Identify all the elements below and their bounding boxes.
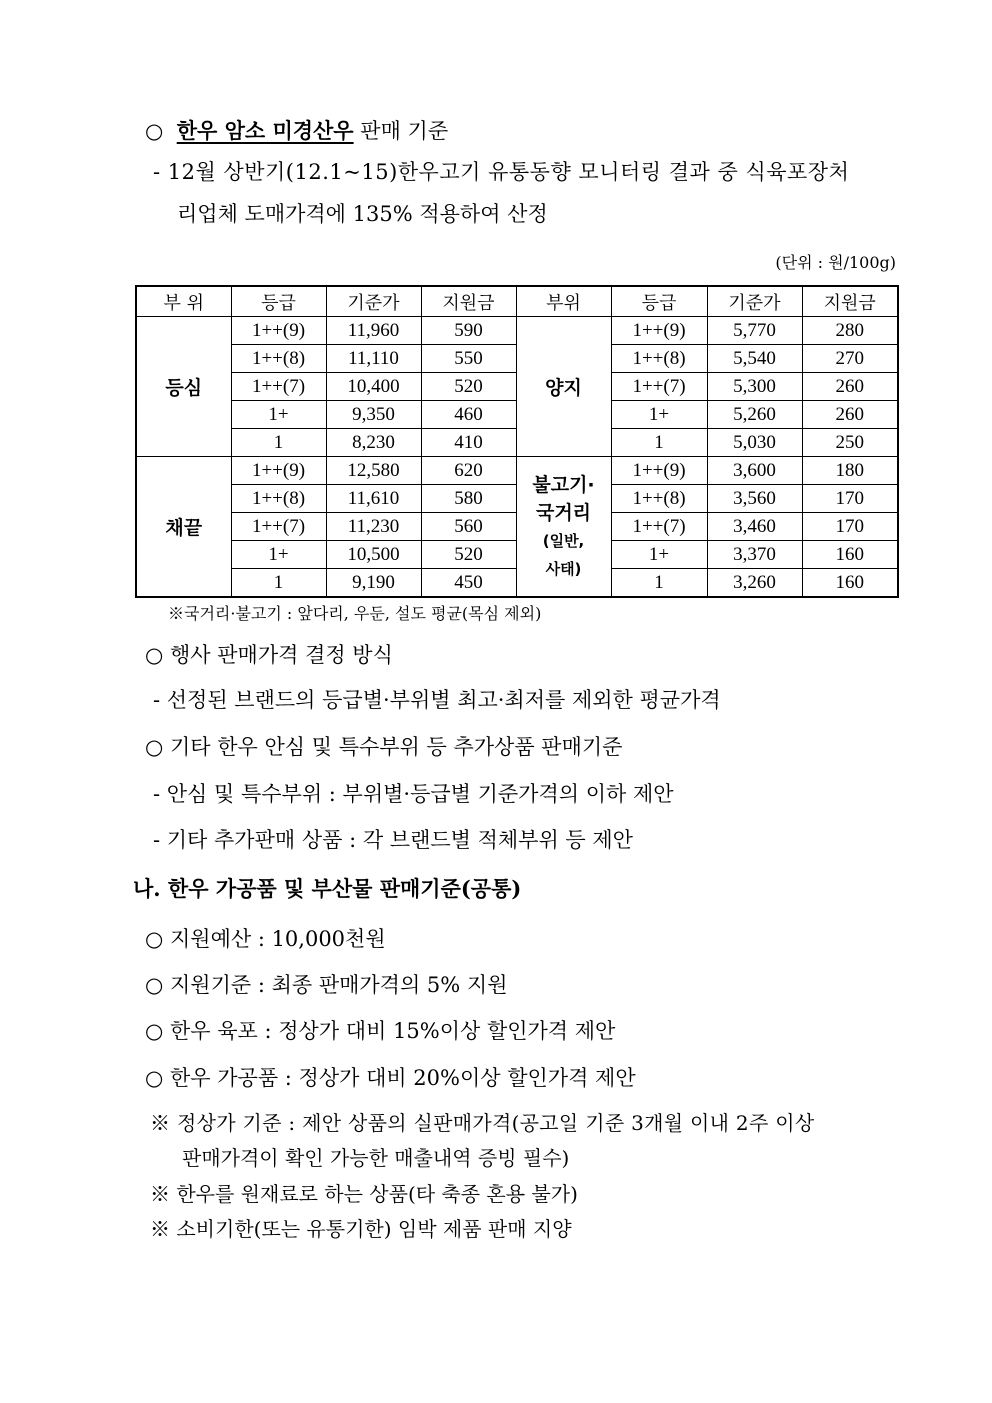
support-cell: 260 — [802, 373, 898, 401]
support-cell: 170 — [802, 485, 898, 513]
part-line: (일반, — [542, 531, 585, 550]
price-cell: 12,580 — [326, 457, 421, 485]
support-cell: 550 — [421, 345, 516, 373]
header-cell: 기준가 — [326, 286, 421, 317]
support-cell: 590 — [421, 317, 516, 345]
support-cell: 620 — [421, 457, 516, 485]
body-line-tenderloin: - 안심 및 특수부위 : 부위별·등급별 기준가격의 이하 제안 — [153, 782, 674, 806]
support-cell: 520 — [421, 541, 516, 569]
section2-note1-line2: 판매가격이 확인 가능한 매출내역 증빙 필수) — [182, 1146, 570, 1170]
support-cell: 250 — [802, 429, 898, 457]
support-cell: 180 — [802, 457, 898, 485]
section2-note3: ※ 소비기한(또는 유통기한) 임박 제품 판매 지양 — [150, 1217, 572, 1241]
price-cell: 3,560 — [707, 485, 802, 513]
grade-cell: 1++(8) — [231, 345, 326, 373]
header-cell: 등급 — [611, 286, 707, 317]
grade-cell: 1 — [611, 569, 707, 598]
grade-cell: 1++(7) — [231, 513, 326, 541]
section2-item-budget: ○ 지원예산 : 10,000천원 — [145, 927, 386, 951]
support-cell: 460 — [421, 401, 516, 429]
price-cell: 5,260 — [707, 401, 802, 429]
body-line-additional-products: ○ 기타 한우 안심 및 특수부위 등 추가상품 판매기준 — [145, 735, 623, 759]
grade-cell: 1+ — [231, 401, 326, 429]
support-cell: 580 — [421, 485, 516, 513]
support-cell: 160 — [802, 569, 898, 598]
part-cell: 등심 — [136, 317, 231, 457]
support-cell: 280 — [802, 317, 898, 345]
table-row — [136, 457, 898, 485]
part-line: 사태) — [545, 559, 582, 578]
grade-cell: 1++(8) — [231, 485, 326, 513]
price-cell: 11,110 — [326, 345, 421, 373]
price-cell: 8,230 — [326, 429, 421, 457]
section2-item-criteria: ○ 지원기준 : 최종 판매가격의 5% 지원 — [145, 973, 508, 997]
support-cell: 170 — [802, 513, 898, 541]
header-cell: 지원금 — [802, 286, 898, 317]
section2-note2: ※ 한우를 원재료로 하는 상품(타 축종 혼용 불가) — [150, 1182, 578, 1206]
section2-heading: 나. 한우 가공품 및 부산물 판매기준(공통) — [133, 876, 522, 901]
price-cell: 3,260 — [707, 569, 802, 598]
header-cell: 지원금 — [421, 286, 516, 317]
grade-cell: 1++(8) — [611, 485, 707, 513]
section2-item-jerky: ○ 한우 육포 : 정상가 대비 15%이상 할인가격 제안 — [145, 1019, 616, 1043]
header-cell: 기준가 — [707, 286, 802, 317]
heading-rest: 판매 기준 — [360, 119, 449, 143]
header-cell: 부 위 — [136, 286, 231, 317]
body-line-other-products: - 기타 추가판매 상품 : 각 브랜드별 적체부위 등 제안 — [153, 828, 633, 852]
section2-note1-line1: ※ 정상가 기준 : 제안 상품의 실판매가격(공고일 기준 3개월 이내 2주 이상 — [150, 1111, 815, 1135]
support-cell: 410 — [421, 429, 516, 457]
section1-heading — [145, 117, 448, 145]
price-cell: 9,190 — [326, 569, 421, 598]
grade-cell: 1+ — [611, 541, 707, 569]
header-cell: 부위 — [516, 286, 611, 317]
part-line: 불고기· — [532, 473, 595, 496]
body-line-sale-price-method: ○ 행사 판매가격 결정 방식 — [145, 643, 393, 667]
price-cell: 5,030 — [707, 429, 802, 457]
section1-dash-line2: 리업체 도매가격에 135% 적용하여 산정 — [177, 202, 548, 226]
heading-underlined: 한우 암소 미경산우 — [176, 118, 354, 143]
section1-dash-line1: - 12월 상반기(12.1~15)한우고기 유통동향 모니터링 결과 중 식육포장처 — [153, 160, 850, 184]
price-cell: 11,230 — [326, 513, 421, 541]
unit-label: (단위 : 원/100g) — [775, 253, 896, 272]
price-cell: 3,600 — [707, 457, 802, 485]
grade-cell: 1++(7) — [611, 513, 707, 541]
price-cell: 3,460 — [707, 513, 802, 541]
support-cell: 160 — [802, 541, 898, 569]
price-cell: 5,770 — [707, 317, 802, 345]
price-cell: 10,400 — [326, 373, 421, 401]
grade-cell: 1++(9) — [611, 317, 707, 345]
grade-cell: 1+ — [611, 401, 707, 429]
price-cell: 3,370 — [707, 541, 802, 569]
body-line-average-price: - 선정된 브랜드의 등급별·부위별 최고·최저를 제외한 평균가격 — [153, 688, 721, 712]
table-header-row — [136, 286, 898, 317]
grade-cell: 1++(7) — [611, 373, 707, 401]
grade-cell: 1 — [611, 429, 707, 457]
support-cell: 560 — [421, 513, 516, 541]
part-cell-multiline — [516, 457, 611, 598]
grade-cell: 1++(9) — [231, 457, 326, 485]
grade-cell: 1 — [231, 569, 326, 598]
support-cell: 270 — [802, 345, 898, 373]
table-row — [136, 317, 898, 345]
price-cell: 9,350 — [326, 401, 421, 429]
support-cell: 450 — [421, 569, 516, 598]
support-cell: 520 — [421, 373, 516, 401]
part-cell: 채끝 — [136, 457, 231, 598]
grade-cell: 1++(7) — [231, 373, 326, 401]
grade-cell: 1++(9) — [611, 457, 707, 485]
grade-cell: 1++(8) — [611, 345, 707, 373]
table-note: ※국거리·불고기 : 앞다리, 우둔, 설도 평균(목심 제외) — [168, 604, 542, 623]
part-line: 국거리 — [535, 501, 592, 524]
bullet: ○ — [145, 119, 164, 143]
header-cell: 등급 — [231, 286, 326, 317]
price-table — [135, 285, 899, 598]
grade-cell: 1++(9) — [231, 317, 326, 345]
part-cell: 양지 — [516, 317, 611, 457]
section2-item-processed: ○ 한우 가공품 : 정상가 대비 20%이상 할인가격 제안 — [145, 1066, 636, 1090]
price-cell: 5,540 — [707, 345, 802, 373]
price-cell: 5,300 — [707, 373, 802, 401]
grade-cell: 1 — [231, 429, 326, 457]
support-cell: 260 — [802, 401, 898, 429]
price-cell: 11,960 — [326, 317, 421, 345]
price-cell: 11,610 — [326, 485, 421, 513]
price-cell: 10,500 — [326, 541, 421, 569]
grade-cell: 1+ — [231, 541, 326, 569]
